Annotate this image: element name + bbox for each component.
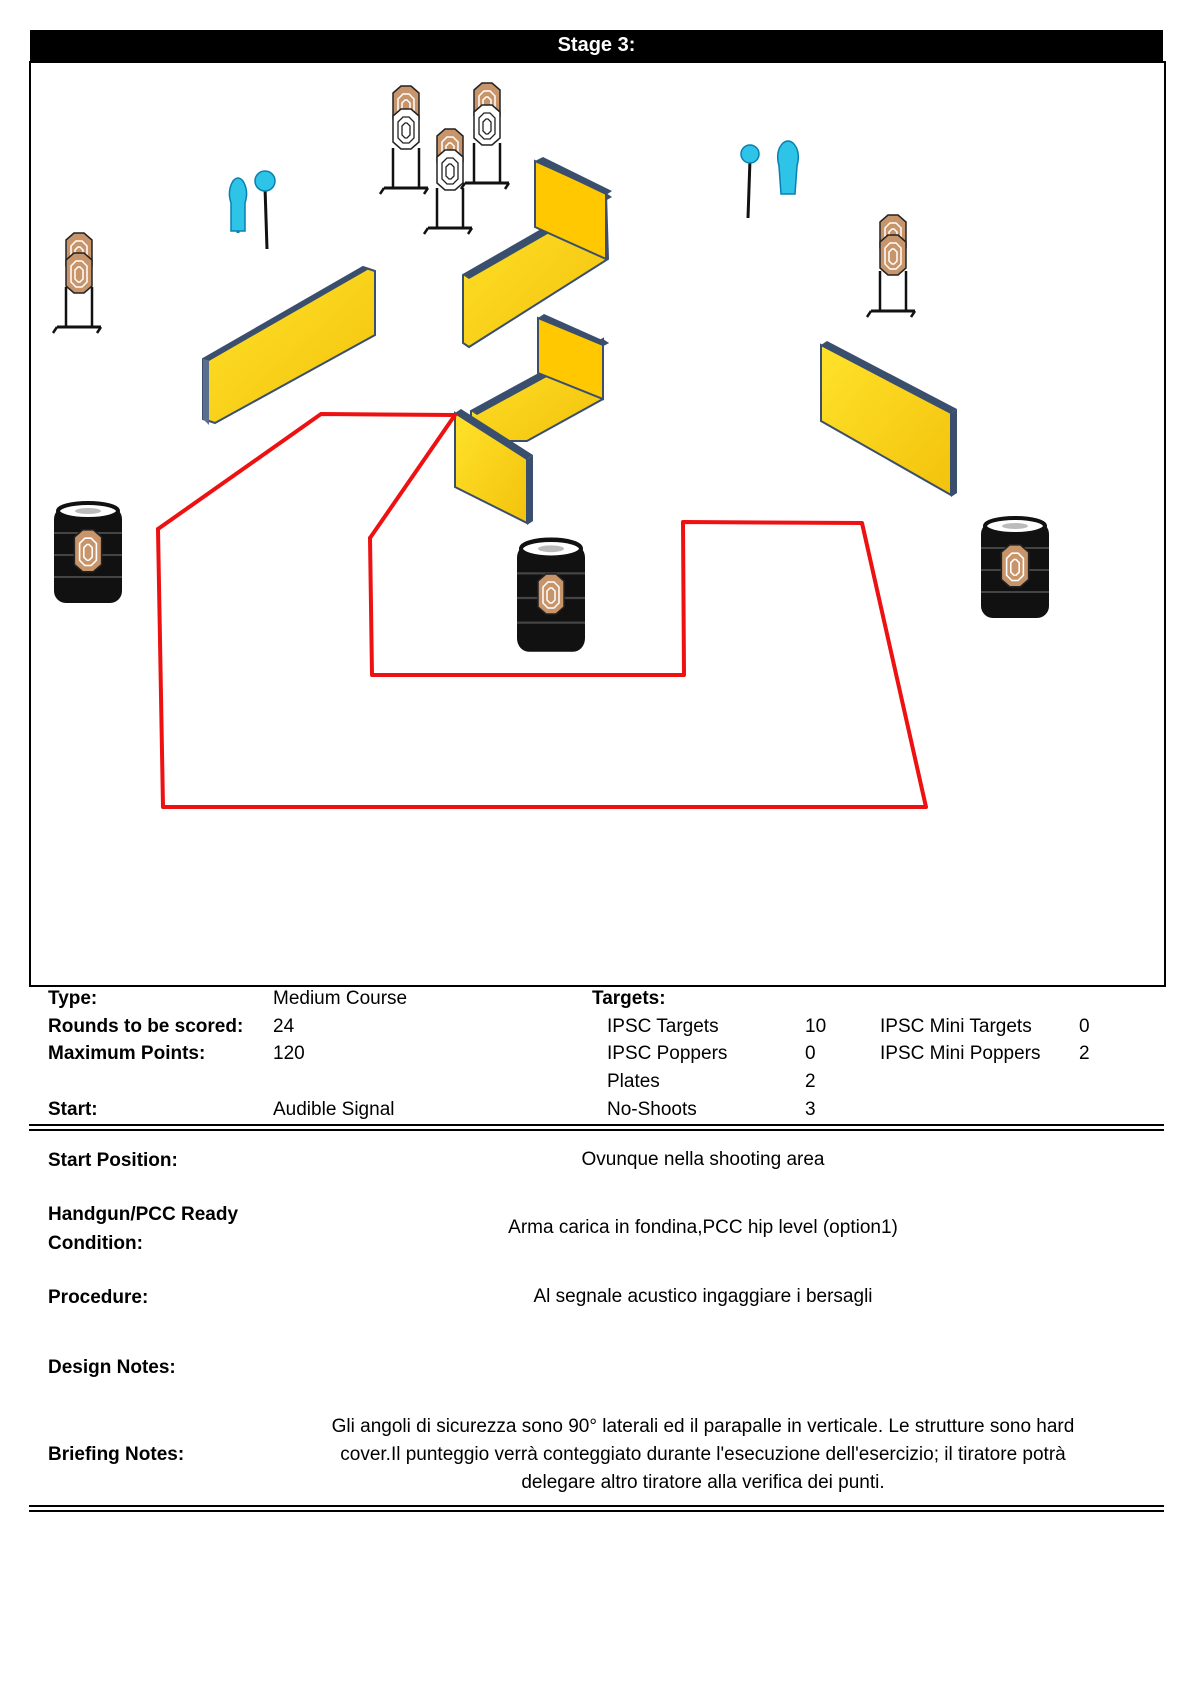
barrel-center xyxy=(517,540,585,652)
divider xyxy=(29,1510,1164,1512)
wall-right xyxy=(821,341,957,497)
targets-item-value: 2 xyxy=(805,1071,816,1092)
start-position-label: Start Position: xyxy=(48,1150,178,1171)
targets-item-value: 10 xyxy=(805,1016,827,1037)
target-stand-top-3 xyxy=(424,129,472,234)
max-points-value: 120 xyxy=(273,1043,305,1064)
target-stand-right xyxy=(867,215,915,317)
plate-right xyxy=(741,145,759,218)
popper-right xyxy=(778,141,799,194)
stage-diagram xyxy=(29,61,1166,987)
mini-targets-value: 0 xyxy=(1079,1016,1090,1037)
mini-poppers-label: IPSC Mini Poppers xyxy=(880,1043,1041,1064)
max-points-label: Maximum Points: xyxy=(48,1043,206,1064)
target-stand-top-2 xyxy=(461,83,509,189)
targets-item-value: 3 xyxy=(805,1099,816,1120)
targets-item-value: 0 xyxy=(805,1043,816,1064)
rounds-value: 24 xyxy=(273,1016,295,1037)
targets-item-label: No-Shoots xyxy=(607,1099,697,1120)
design-notes-label: Design Notes: xyxy=(48,1357,176,1378)
target-stand-top-1 xyxy=(380,86,428,194)
start-value: Audible Signal xyxy=(273,1099,395,1120)
ready-condition-label-line2: Condition: xyxy=(48,1233,143,1254)
plate-left xyxy=(255,171,275,249)
ready-condition-value: Arma carica in fondina,PCC hip level (option1) xyxy=(508,1217,898,1238)
wall-left xyxy=(203,267,375,425)
divider xyxy=(29,1124,1164,1126)
popper-left-1 xyxy=(229,178,246,233)
target-stand-left xyxy=(53,233,101,333)
targets-label: Targets: xyxy=(592,988,666,1009)
targets-item-label: Plates xyxy=(607,1071,660,1092)
stage-title: Stage 3: xyxy=(30,30,1163,61)
barrel-left xyxy=(54,503,122,603)
ready-condition-label-line1: Handgun/PCC Ready xyxy=(48,1204,239,1225)
type-label: Type: xyxy=(48,988,98,1009)
briefing-notes-label: Briefing Notes: xyxy=(48,1444,185,1465)
start-position-value: Ovunque nella shooting area xyxy=(581,1149,825,1170)
wall-center xyxy=(455,314,609,525)
procedure-label: Procedure: xyxy=(48,1287,149,1308)
procedure-value: Al segnale acustico ingaggiare i bersagli xyxy=(533,1286,873,1307)
mini-targets-label: IPSC Mini Targets xyxy=(880,1016,1032,1037)
barrel-right xyxy=(981,518,1049,618)
divider xyxy=(29,1505,1164,1507)
type-value: Medium Course xyxy=(273,988,408,1009)
rounds-label: Rounds to be scored: xyxy=(48,1016,244,1037)
briefing-notes-line1: Gli angoli di sicurezza sono 90° laterali ed il parapalle in verticale. Le strutture sono hard xyxy=(331,1416,1075,1437)
start-label: Start: xyxy=(48,1099,98,1120)
briefing-notes-line3: delegare altro tiratore alla verifica dei punti. xyxy=(521,1472,885,1493)
targets-item-label: IPSC Poppers xyxy=(607,1043,728,1064)
mini-poppers-value: 2 xyxy=(1079,1043,1090,1064)
briefing-notes-line2: cover.Il punteggio verrà conteggiato durante l'esecuzione dell'esercizio; il tiratore potrà xyxy=(340,1444,1066,1465)
targets-item-label: IPSC Targets xyxy=(607,1016,719,1037)
divider xyxy=(29,1129,1164,1131)
